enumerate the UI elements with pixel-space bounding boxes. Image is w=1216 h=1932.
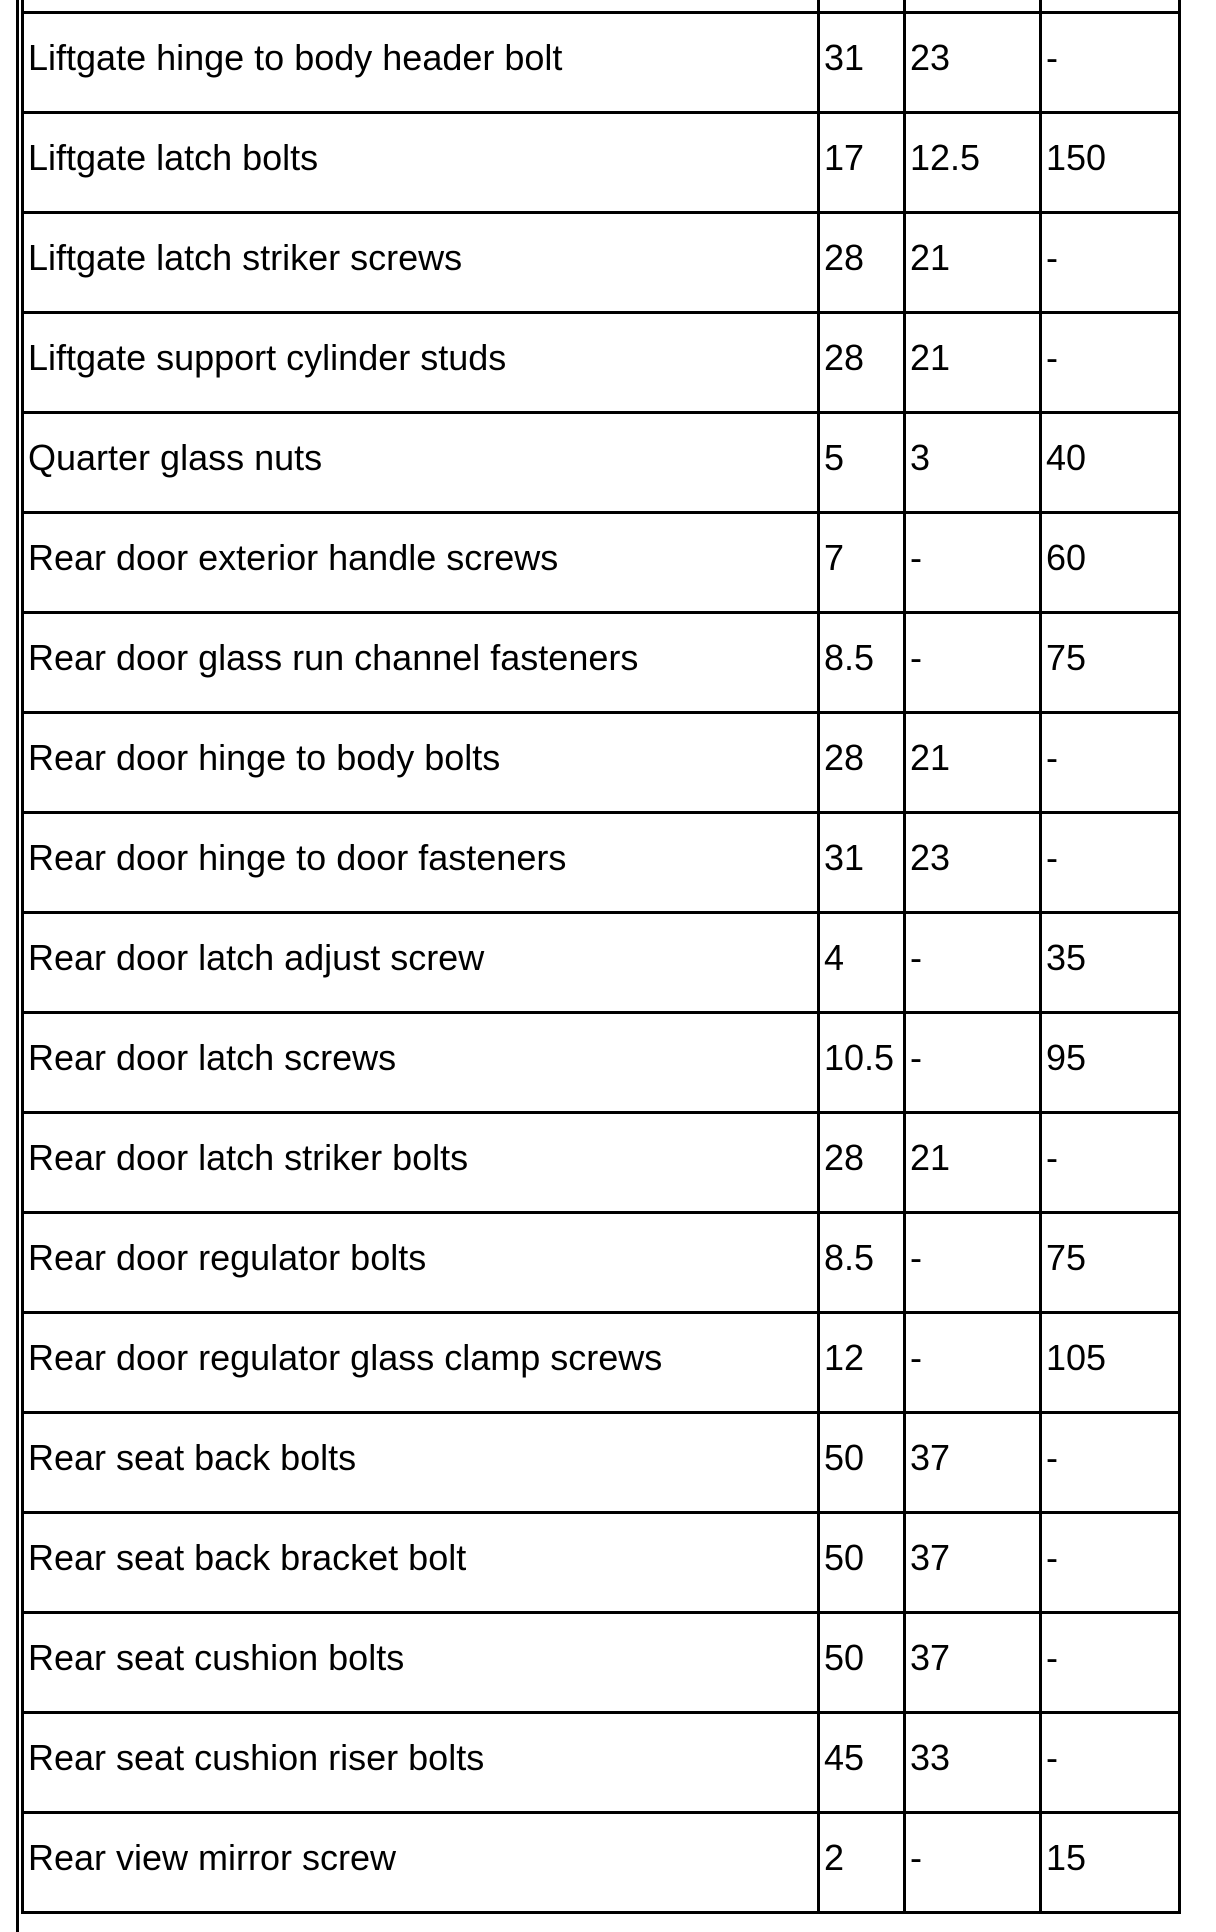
description-text: Rear door exterior handle screws <box>28 537 559 578</box>
nm-value-cell <box>819 1213 905 1313</box>
description-text: Rear door hinge to door fasteners <box>28 837 567 878</box>
ftlb-value-cell <box>905 1713 1041 1813</box>
nm-value-text: 28 <box>824 1137 865 1178</box>
nm-value-cell <box>819 1313 905 1413</box>
nm-value-cell <box>819 313 905 413</box>
nm-value-text: 2 <box>824 1837 845 1878</box>
ftlb-value-text: - <box>910 1237 922 1278</box>
nm-value-text: 31 <box>824 837 865 878</box>
table-row <box>23 513 1180 613</box>
nm-value-text: 17 <box>824 137 865 178</box>
description-text: Rear seat cushion riser bolts <box>28 1737 485 1778</box>
description-text: Liftgate latch striker screws <box>28 237 463 278</box>
description-cell <box>23 1613 819 1713</box>
nm-value-text: 28 <box>824 337 865 378</box>
ftlb-value-cell <box>905 1813 1041 1913</box>
table-row <box>23 913 1180 1013</box>
ftlb-value-cell <box>905 913 1041 1013</box>
inlb-value-text: 150 <box>1046 137 1107 178</box>
ftlb-value-cell <box>905 113 1041 213</box>
table-row <box>23 113 1180 213</box>
description-cell <box>23 813 819 913</box>
inlb-value-text: 105 <box>1046 1337 1107 1378</box>
nm-value-cell <box>819 1813 905 1913</box>
inlb-value-cell <box>1041 913 1180 1013</box>
table-row <box>23 1513 1180 1613</box>
ftlb-value-text: 12.5 <box>910 137 981 178</box>
ftlb-value-text: 21 <box>910 1137 951 1178</box>
description-cell <box>23 613 819 713</box>
table-row <box>23 313 1180 413</box>
description-cell <box>23 1413 819 1513</box>
inlb-value-cell <box>1041 1013 1180 1113</box>
description-text: Rear door regulator glass clamp screws <box>28 1337 663 1378</box>
ftlb-value-text: 37 <box>910 1437 951 1478</box>
inlb-value-text: 15 <box>1046 1837 1087 1878</box>
nm-value-text: 10.5 <box>824 1037 895 1078</box>
inlb-value-cell <box>1041 1113 1180 1213</box>
inlb-value-text: 95 <box>1046 1037 1087 1078</box>
inlb-value-cell <box>1041 1713 1180 1813</box>
nm-value-text: 12 <box>824 1337 865 1378</box>
nm-value-cell <box>819 513 905 613</box>
inlb-value-cell <box>1041 413 1180 513</box>
nm-value-cell <box>819 1713 905 1813</box>
ftlb-value-text: 37 <box>910 1537 951 1578</box>
table-row <box>23 613 1180 713</box>
inlb-value-cell <box>1041 313 1180 413</box>
inlb-value-text: - <box>1046 1737 1058 1778</box>
description-cell <box>23 1513 819 1613</box>
nm-value-cell <box>819 1613 905 1713</box>
nm-value-text: 8.5 <box>824 1237 875 1278</box>
nm-value-text: 31 <box>824 37 865 78</box>
nm-value-text: 50 <box>824 1537 865 1578</box>
ftlb-value-cell <box>905 1313 1041 1413</box>
ftlb-value-text: 23 <box>910 837 951 878</box>
nm-value-cell <box>819 0 905 13</box>
inlb-value-cell <box>1041 13 1180 113</box>
table-row <box>23 1013 1180 1113</box>
description-text: Liftgate support cylinder studs <box>28 337 507 378</box>
ftlb-value-cell <box>905 813 1041 913</box>
description-cell <box>23 713 819 813</box>
nm-value-cell <box>819 1513 905 1613</box>
description-cell <box>23 413 819 513</box>
description-text: Rear seat back bracket bolt <box>28 1537 467 1578</box>
nm-value-text: 8.5 <box>824 637 875 678</box>
ftlb-value-text: 3 <box>910 437 931 478</box>
nm-value-cell <box>819 1413 905 1513</box>
inlb-value-text: - <box>1046 237 1058 278</box>
description-cell <box>23 1313 819 1413</box>
inlb-value-cell <box>1041 1213 1180 1313</box>
table-row <box>23 1213 1180 1313</box>
table-row <box>23 1813 1180 1913</box>
ftlb-value-cell <box>905 1213 1041 1313</box>
nm-value-cell <box>819 1013 905 1113</box>
nm-value-cell <box>819 813 905 913</box>
inlb-value-cell <box>1041 513 1180 613</box>
ftlb-value-text: 23 <box>910 37 951 78</box>
description-cell <box>23 0 819 13</box>
inlb-value-text: 35 <box>1046 937 1087 978</box>
torque-spec-table-body <box>23 0 1180 1913</box>
ftlb-value-cell <box>905 613 1041 713</box>
description-cell <box>23 1713 819 1813</box>
ftlb-value-cell <box>905 1513 1041 1613</box>
table-row <box>23 1313 1180 1413</box>
table-row <box>23 813 1180 913</box>
ftlb-value-text: 37 <box>910 1637 951 1678</box>
ftlb-value-text: - <box>910 1037 922 1078</box>
ftlb-value-cell <box>905 313 1041 413</box>
table-row <box>23 213 1180 313</box>
inlb-value-cell <box>1041 1513 1180 1613</box>
inlb-value-cell <box>1041 113 1180 213</box>
nm-value-cell <box>819 413 905 513</box>
inlb-value-text: - <box>1046 1437 1058 1478</box>
inlb-value-text: - <box>1046 837 1058 878</box>
torque-spec-table <box>21 0 1181 1914</box>
inlb-value-text: - <box>1046 1137 1058 1178</box>
inlb-value-text: 75 <box>1046 1237 1087 1278</box>
ftlb-value-cell <box>905 13 1041 113</box>
nm-value-cell <box>819 13 905 113</box>
description-text: Liftgate hinge to body header bolt <box>28 37 563 78</box>
table-row <box>23 0 1180 13</box>
description-cell <box>23 1213 819 1313</box>
description-text: Quarter glass nuts <box>28 437 323 478</box>
table-row <box>23 13 1180 113</box>
table-row <box>23 713 1180 813</box>
inlb-value-cell <box>1041 1813 1180 1913</box>
inlb-value-cell <box>1041 0 1180 13</box>
inlb-value-cell <box>1041 1613 1180 1713</box>
ftlb-value-text: - <box>910 637 922 678</box>
table-row <box>23 1613 1180 1713</box>
inlb-value-cell <box>1041 213 1180 313</box>
description-cell <box>23 513 819 613</box>
inlb-value-text: - <box>1046 737 1058 778</box>
ftlb-value-text: - <box>910 1837 922 1878</box>
description-text: Rear view mirror screw <box>28 1837 397 1878</box>
inlb-value-text: - <box>1046 37 1058 78</box>
nm-value-cell <box>819 1113 905 1213</box>
nm-value-text: 4 <box>824 937 845 978</box>
description-text: Liftgate latch bolts <box>28 137 319 178</box>
inlb-value-text: - <box>1046 1537 1058 1578</box>
table-row <box>23 413 1180 513</box>
ftlb-value-text: - <box>910 537 922 578</box>
inlb-value-text: - <box>1046 337 1058 378</box>
table-row <box>23 1713 1180 1813</box>
ftlb-value-cell <box>905 0 1041 13</box>
nm-value-cell <box>819 113 905 213</box>
ftlb-value-cell <box>905 1413 1041 1513</box>
ftlb-value-cell <box>905 1113 1041 1213</box>
ftlb-value-cell <box>905 213 1041 313</box>
description-cell <box>23 313 819 413</box>
ftlb-value-text: 21 <box>910 337 951 378</box>
ftlb-value-text: - <box>910 937 922 978</box>
nm-value-cell <box>819 613 905 713</box>
description-text: Rear seat cushion bolts <box>28 1637 405 1678</box>
page-left-rule <box>16 0 19 1932</box>
ftlb-value-text: - <box>910 1337 922 1378</box>
nm-value-cell <box>819 213 905 313</box>
nm-value-text: 45 <box>824 1737 865 1778</box>
description-cell <box>23 1013 819 1113</box>
description-cell <box>23 213 819 313</box>
nm-value-text: 28 <box>824 737 865 778</box>
nm-value-cell <box>819 713 905 813</box>
ftlb-value-cell <box>905 713 1041 813</box>
nm-value-cell <box>819 913 905 1013</box>
description-cell <box>23 1113 819 1213</box>
nm-value-text: 28 <box>824 237 865 278</box>
description-text: Rear door latch screws <box>28 1037 397 1078</box>
description-text: Rear seat back bolts <box>28 1437 357 1478</box>
table-row <box>23 1413 1180 1513</box>
inlb-value-cell <box>1041 613 1180 713</box>
ftlb-value-cell <box>905 513 1041 613</box>
nm-value-text: 50 <box>824 1437 865 1478</box>
table-row <box>23 1113 1180 1213</box>
description-cell <box>23 113 819 213</box>
description-cell <box>23 13 819 113</box>
inlb-value-cell <box>1041 1413 1180 1513</box>
description-text: Rear door hinge to body bolts <box>28 737 501 778</box>
inlb-value-text: 75 <box>1046 637 1087 678</box>
inlb-value-text: 40 <box>1046 437 1087 478</box>
ftlb-value-text: 21 <box>910 737 951 778</box>
nm-value-text: 7 <box>824 537 845 578</box>
ftlb-value-text: 21 <box>910 237 951 278</box>
ftlb-value-cell <box>905 1013 1041 1113</box>
description-text: Rear door latch adjust screw <box>28 937 485 978</box>
inlb-value-cell <box>1041 713 1180 813</box>
ftlb-value-cell <box>905 413 1041 513</box>
nm-value-text: 5 <box>824 437 845 478</box>
description-text: Rear door glass run channel fasteners <box>28 637 639 678</box>
inlb-value-cell <box>1041 1313 1180 1413</box>
inlb-value-text: 60 <box>1046 537 1087 578</box>
ftlb-value-text: 33 <box>910 1737 951 1778</box>
inlb-value-text: - <box>1046 1637 1058 1678</box>
description-text: Rear door regulator bolts <box>28 1237 427 1278</box>
nm-value-text: 50 <box>824 1637 865 1678</box>
description-text: Rear door latch striker bolts <box>28 1137 469 1178</box>
inlb-value-cell <box>1041 813 1180 913</box>
ftlb-value-cell <box>905 1613 1041 1713</box>
description-cell <box>23 913 819 1013</box>
description-cell <box>23 1813 819 1913</box>
